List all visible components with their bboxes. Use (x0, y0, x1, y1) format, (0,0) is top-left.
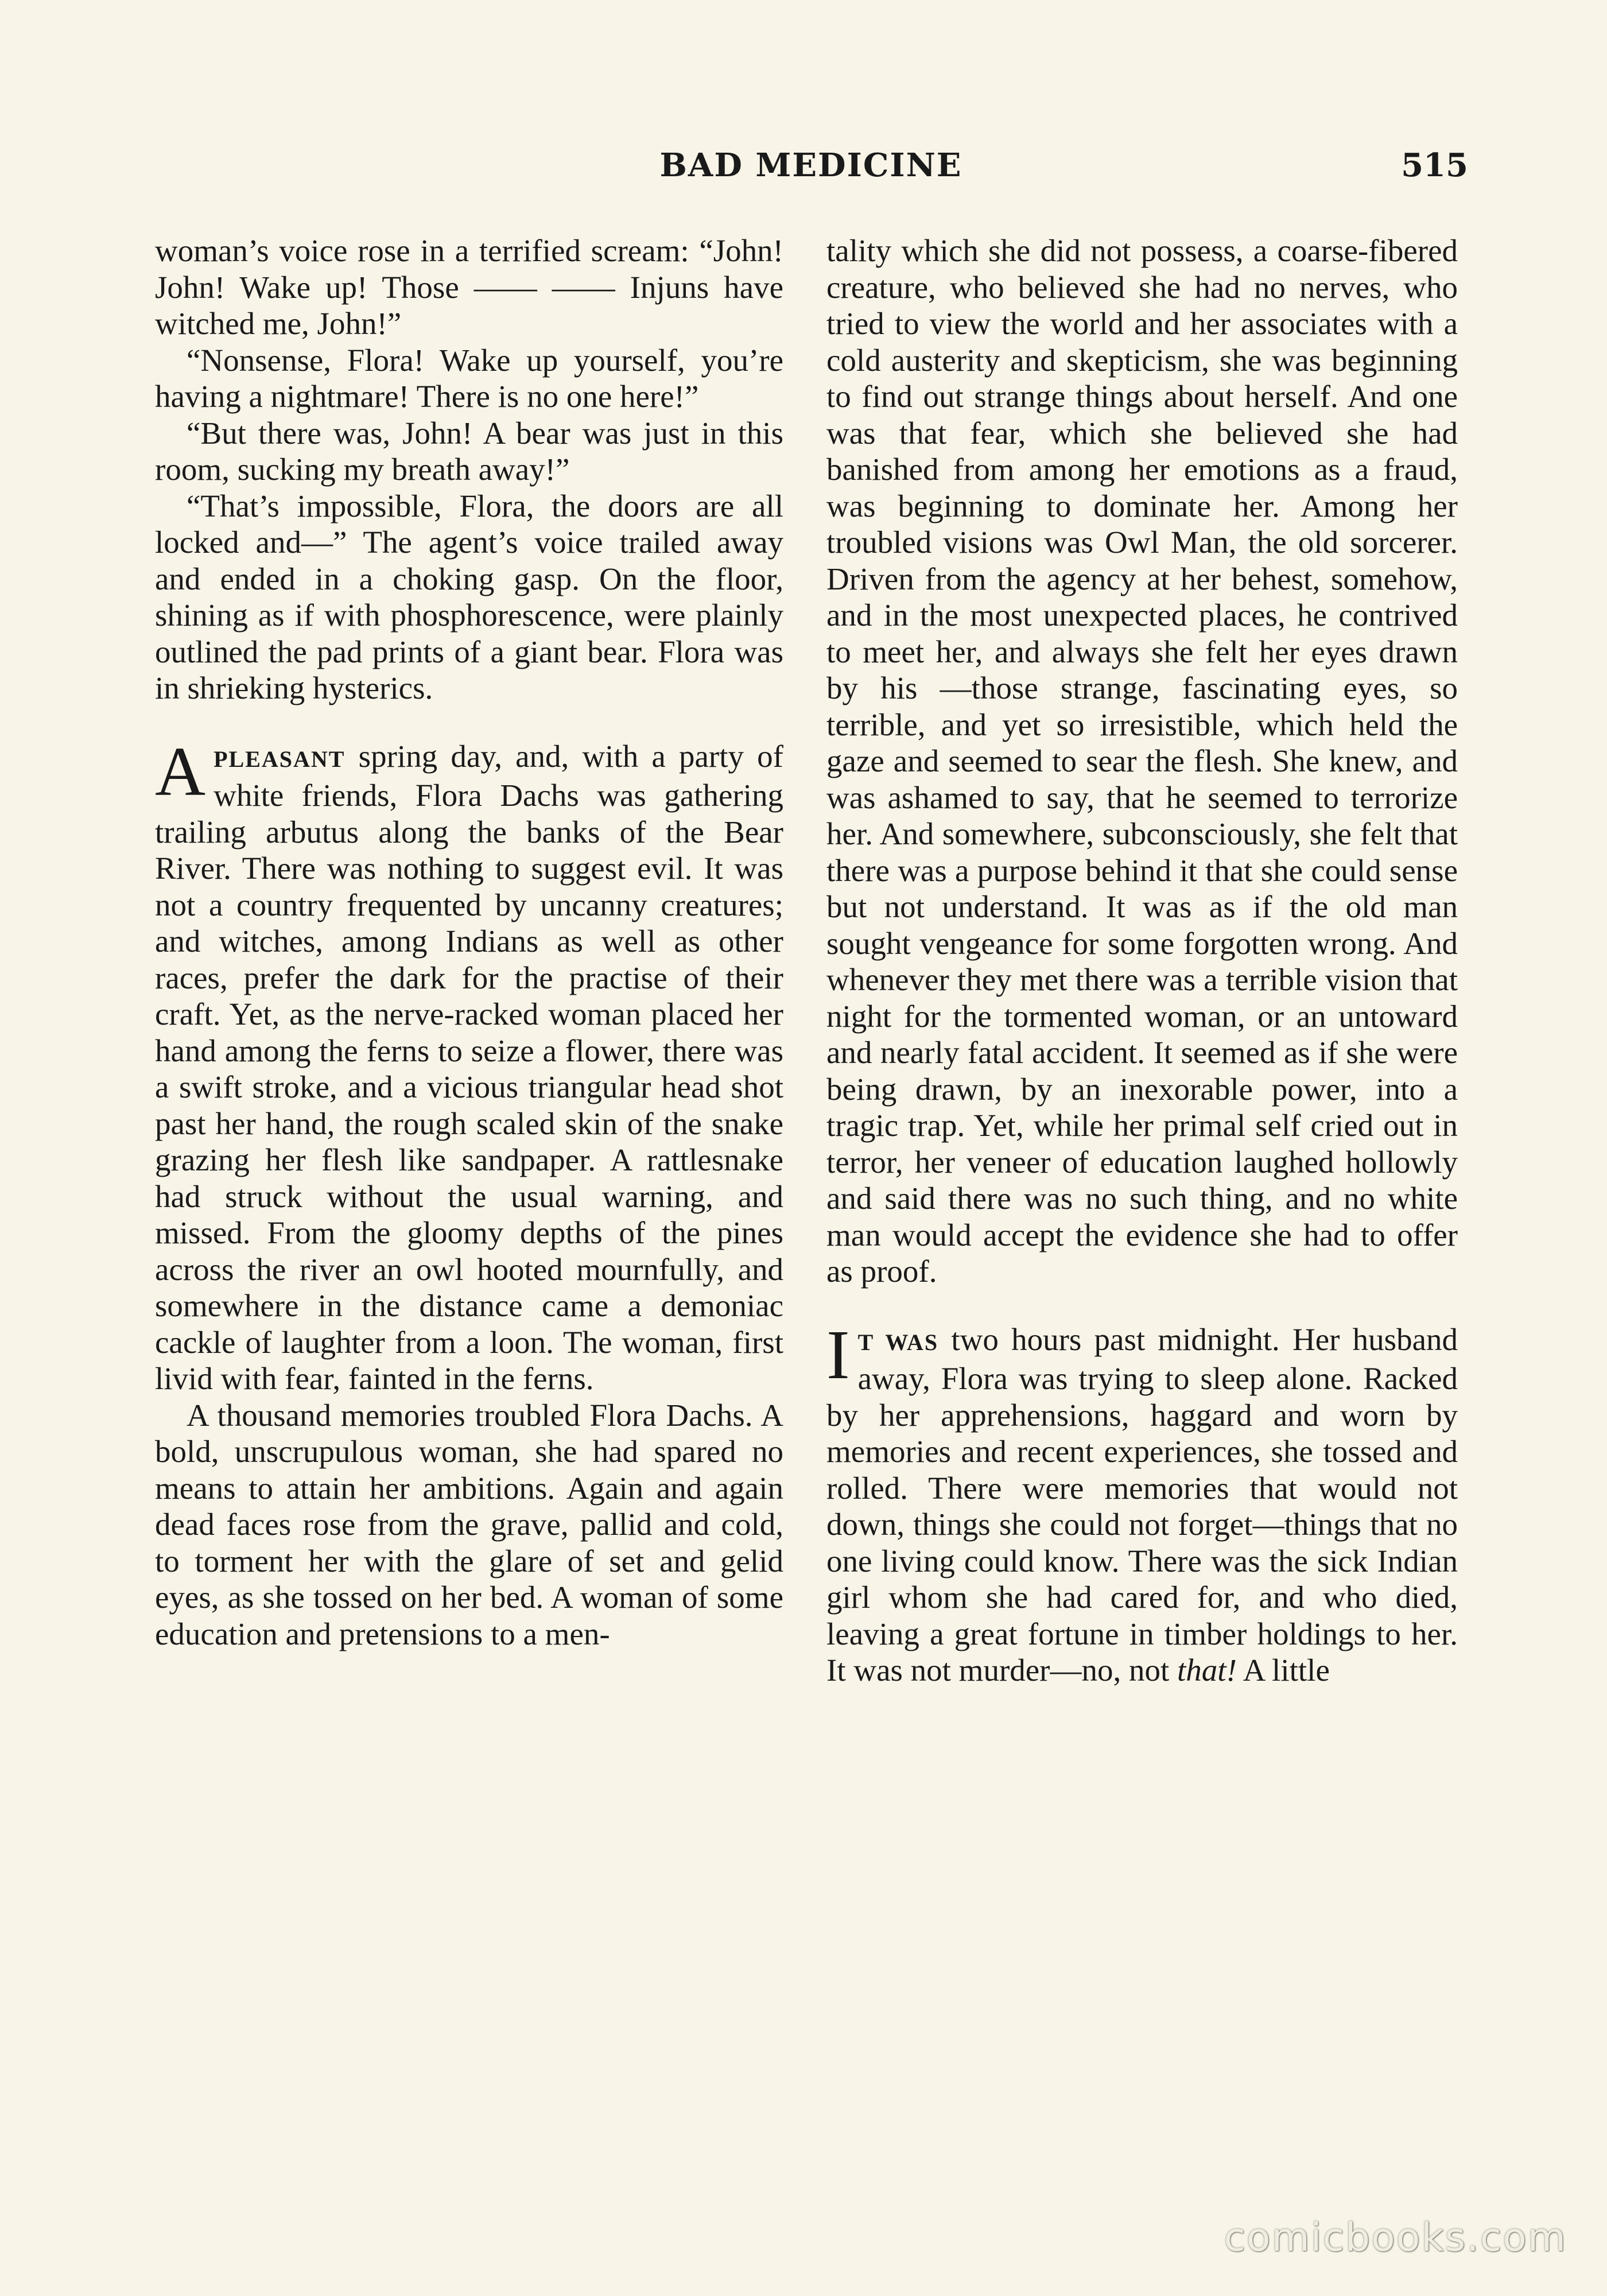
section-opening-paragraph (826, 1316, 1458, 1689)
paragraph: “That’s impossible, Flora, the doors are all locked and—” The agent’s voice trailed away and ended in a choking gasp. On the floor, shining as if with phosphorescence, were plainly outlined the pad prints of a giant bear. Flora was in shrieking hysterics. (155, 488, 783, 705)
drop-cap: I (826, 1316, 850, 1394)
right-column (826, 232, 1458, 1689)
watermark: comicbooks.com (1224, 2215, 1567, 2260)
paragraph: woman’s voice rose in a terrified scream: “John! John! Wake up! Those —— —— Injuns have witched me, John!” (155, 233, 783, 341)
paragraph: “Nonsense, Flora! Wake up yourself, you’re having a nightmare! There is no one here!” (155, 342, 783, 414)
paragraph-text: spring day, and, with a party of white friends, Flora Dachs was gathering trailing arbutus along the banks of the Bear River. There was nothing to suggest evil. It was not a country frequented by uncanny creatures; and witches, among Indians as well as other races, prefer the dark for the practise of their craft. Yet, as the nerve-racked woman placed her hand among the ferns to seize a flower, there was a swift stroke, and a vicious triangular head shot past her hand, the rough scaled skin of the snake grazing her flesh like sandpaper. A rattlesnake had struck without the usual warning, and missed. From the gloomy depths of the pines across the river an owl hooted mournfully, and somewhere in the distance came a demoniac cackle of laughter from a loon. The woman, first livid with fear, fainted in the ferns. (155, 738, 783, 1396)
small-caps-lead: PLEASANT (214, 746, 346, 772)
paragraph-text: two hours past midnight. Her husband away, Flora was trying to sleep alone. Racked by her apprehensions, haggard and worn by memories and recent experiences, she tossed and rolled. There were memories that would not down, things she could not forget—things that no one living could know. There was the sick Indian girl whom she had cared for, and who died, leaving a great fortune in timber holdings to her. It was not murder—no, not (826, 1321, 1458, 1688)
italic-emphasis: that! (1177, 1653, 1237, 1688)
page-title: BAD MEDICINE (659, 146, 962, 184)
drop-cap: A (155, 732, 206, 810)
paragraph: A thousand memories troubled Flora Dachs. A bold, unscrupulous woman, she had spared no means to attain her ambitions. Again and again dead faces rose from the grave, pallid and cold, to torment her with the glare of set and gelid eyes, as she tossed on her bed. A woman of some education and pretensions to a men- (155, 1397, 783, 1651)
paragraph: tality which she did not possess, a coarse-fibered creature, who believed she had no nerves, who tried to view the world and her associates with a cold austerity and skepticism, she was beginning to find out strange things about herself. And one was that fear, which she believed she had banished from among her emotions as a fraud, was beginning to dominate her. Among her troubled visions was Owl Man, the old sorcerer. Driven from the agency at her behest, somehow, and in the most unexpected places, he contrived to meet her, and always she felt her eyes drawn by his —those strange, fascinating eyes, so terrible, and yet so irresistible, which held the gaze and seemed to sear the flesh. She knew, and was ashamed to say, that he seemed to terrorize her. And somewhere, subconsciously, she felt that there was a purpose behind it that she could sense but not understand. It was as if the old man sought vengeance for some forgotten wrong. And whenever they met there was a terrible vision that night for the tormented woman, or an untoward and nearly fatal accident. It seemed as if she were being drawn, by an inexorable power, into a tragic trap. Yet, while her primal self cried out in terror, her veneer of education laughed hollowly and said there was no such thing, and no white man would accept the evidence she had to offer as proof. (826, 233, 1458, 1289)
paragraph-text-end: A little (1236, 1653, 1330, 1688)
left-column (155, 232, 783, 1652)
page-number: 515 (1401, 146, 1468, 184)
section-opening-paragraph (155, 732, 783, 1397)
section-break (155, 707, 783, 738)
paragraph: “But there was, John! A bear was just in this room, sucking my breath away!” (155, 415, 783, 487)
small-caps-lead: T WAS (857, 1329, 939, 1355)
section-break (826, 1290, 1458, 1321)
running-header (154, 146, 1468, 192)
